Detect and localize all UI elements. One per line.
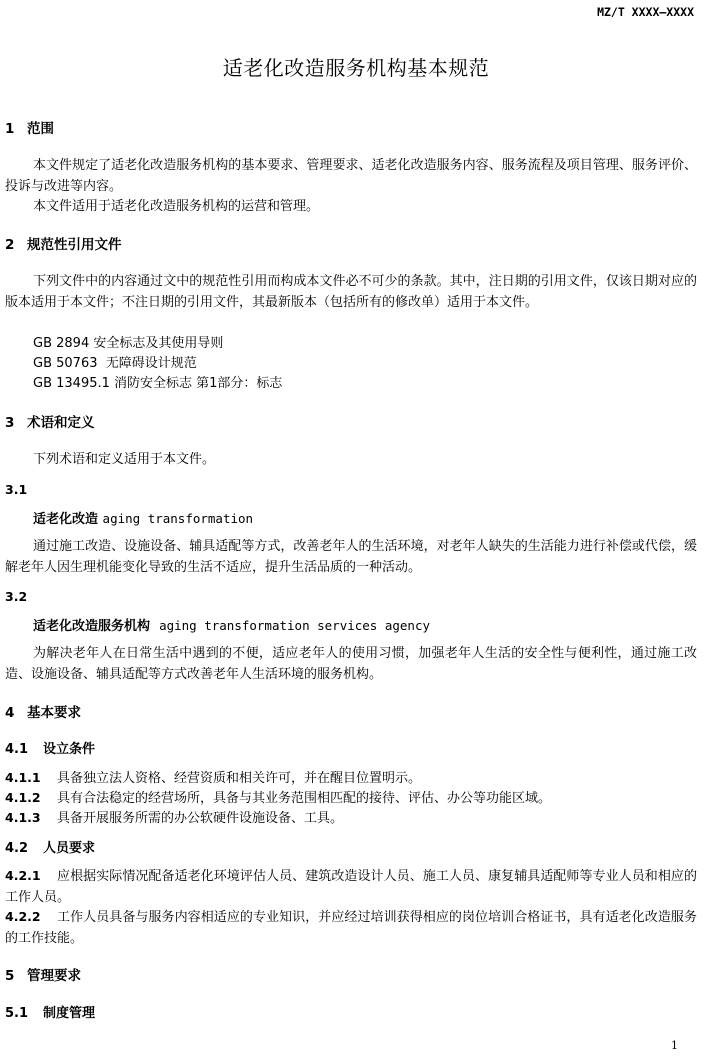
clause-number: 4.1.3 xyxy=(5,810,41,825)
section-title: 规范性引用文件 xyxy=(27,237,122,253)
term-definition: 通过施工改造、设施设备、辅具适配等方式，改善老年人的生活环境，对老年人缺失的生活能力进行补偿或代偿，缓解老年人因生理机能变化导致的生活不适应，提升生活品质的一种活动。 xyxy=(5,539,697,575)
document-code: MZ/T XXXX—XXXX xyxy=(597,5,694,19)
clause-text: 具备独立法人资格、经营资质和相关许可，并在醒目位置明示。 xyxy=(57,771,422,786)
clause xyxy=(5,866,697,908)
section-title: 范围 xyxy=(27,121,54,137)
clause-number: 4.2.1 xyxy=(5,868,41,883)
terms-intro-paragraph: 下列术语和定义适用于本文件。 xyxy=(33,452,216,467)
subsection-title: 制度管理 xyxy=(43,1006,96,1021)
subsection-title: 人员要求 xyxy=(43,841,96,856)
subsection-number: 5.1 xyxy=(5,1006,29,1021)
references-intro-paragraph: 下列文件中的内容通过文中的规范性引用而构成本文件必不可少的条款。其中，注日期的引用文件，仅该日期对应的版本适用于本文件；不注日期的引用文件，其最新版本（包括所有的修改单）适用于本文件。 xyxy=(5,274,697,310)
scope-paragraph-1: 本文件规定了适老化改造服务机构的基本要求、管理要求、适老化改造服务内容、服务流程及项目管理、服务评价、投诉与改进等内容。 xyxy=(5,158,697,194)
clause xyxy=(5,788,697,810)
section-number: 2 xyxy=(5,237,15,253)
section-heading-terms xyxy=(5,413,697,434)
clause-text: 具有合法稳定的经营场所，具备与其业务范围相匹配的接待、评估、办公等功能区域。 xyxy=(57,791,552,806)
section-number: 3 xyxy=(5,415,15,431)
section-number: 4 xyxy=(5,705,15,721)
term-entry xyxy=(5,615,712,637)
term-english: aging transformation services agency xyxy=(159,618,431,633)
subsection-number: 4.1 xyxy=(5,742,29,757)
reference-item: GB 50763 无障碍设计规范 xyxy=(33,356,197,371)
clause xyxy=(5,808,697,830)
section-heading-management-requirements xyxy=(5,966,697,987)
section-title: 术语和定义 xyxy=(27,415,95,431)
document-title: 适老化改造服务机构基本规范 xyxy=(222,56,490,80)
clause-number: 4.1.1 xyxy=(5,770,41,785)
subsection-heading-personnel xyxy=(5,838,697,859)
section-title: 基本要求 xyxy=(27,705,81,721)
section-heading-normative-references xyxy=(5,235,697,256)
section-title: 管理要求 xyxy=(27,968,81,984)
subsection-heading-establishment xyxy=(5,739,697,760)
section-number: 1 xyxy=(5,121,15,137)
clause-text: 具备开展服务所需的办公软硬件设施设备、工具。 xyxy=(57,811,344,826)
page-number: 1 xyxy=(671,1039,678,1052)
term-chinese: 适老化改造 xyxy=(33,512,99,527)
term-number: 3.2 xyxy=(5,589,28,604)
section-heading-scope xyxy=(5,119,697,140)
clause-text: 应根据实际情况配备适老化环境评估人员、建筑改造设计人员、施工人员、康复辅具适配师等专业人员和相应的工作人员。 xyxy=(5,869,697,905)
reference-item: GB 13495.1 消防安全标志 第1部分：标志 xyxy=(33,376,283,391)
term-english: aging transformation xyxy=(102,511,254,526)
subsection-heading-system-management xyxy=(5,1003,697,1024)
term-number: 3.1 xyxy=(5,482,28,497)
term-entry xyxy=(5,508,712,530)
section-heading-basic-requirements xyxy=(5,703,697,724)
clause-number: 4.1.2 xyxy=(5,790,41,805)
subsection-title: 设立条件 xyxy=(43,742,96,757)
term-chinese: 适老化改造服务机构 xyxy=(33,619,151,634)
scope-paragraph-2: 本文件适用于适老化改造服务机构的运营和管理。 xyxy=(33,199,320,214)
section-number: 5 xyxy=(5,968,15,984)
term-definition: 为解决老年人在日常生活中遇到的不便，适应老年人的使用习惯，加强老年人生活的安全性与便利性，通过施工改造、设施设备、辅具适配等方式改善老年人生活环境的服务机构。 xyxy=(5,646,697,682)
clause xyxy=(5,768,697,790)
clause xyxy=(5,907,697,949)
clause-number: 4.2.2 xyxy=(5,909,41,924)
reference-item: GB 2894 安全标志及其使用导则 xyxy=(33,336,224,351)
subsection-number: 4.2 xyxy=(5,841,29,856)
clause-text: 工作人员具备与服务内容相适应的专业知识，并应经过培训获得相应的岗位培训合格证书，具有适老化改造服务的工作技能。 xyxy=(5,910,697,946)
